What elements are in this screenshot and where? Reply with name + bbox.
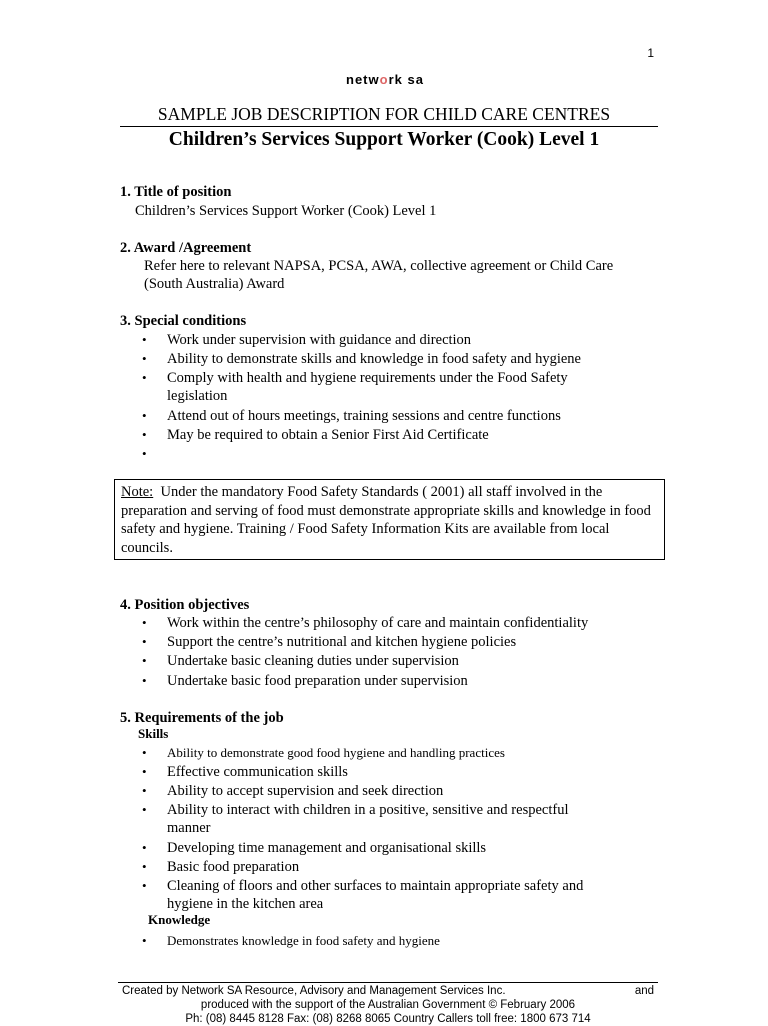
logo-text-o: o xyxy=(379,72,389,87)
list-item: • Ability to demonstrate good food hygiene and handling practices xyxy=(140,744,660,762)
section-1-text: Children’s Services Support Worker (Cook) Level 1 xyxy=(135,203,437,219)
list-item: • Ability to accept supervision and seek direction xyxy=(140,782,610,800)
section-2-line-2: (South Australia) Award xyxy=(144,276,285,292)
list-item: • Undertake basic food preparation under supervision xyxy=(140,672,660,690)
knowledge-list xyxy=(140,932,660,951)
list-item: • Ability to interact with children in a positive, sensitive and respectful manner xyxy=(140,801,610,837)
footer xyxy=(118,984,658,1026)
position-objectives-list xyxy=(140,614,660,691)
document-subtitle: Children’s Services Support Worker (Cook) Level 1 xyxy=(168,129,600,150)
logo-text-post: rk sa xyxy=(388,72,424,87)
section-1-heading: 1. Title of position xyxy=(120,184,232,200)
special-conditions-list xyxy=(140,331,610,464)
page-number: 1 xyxy=(647,46,654,60)
list-item: • Cleaning of floors and other surfaces to maintain appropriate safety and hygiene in the kitchen area xyxy=(140,877,610,913)
section-3-heading: 3. Special conditions xyxy=(120,313,247,329)
list-item: • Demonstrates knowledge in food safety and hygiene xyxy=(140,932,660,950)
skills-list xyxy=(140,763,610,914)
list-item: • Basic food preparation xyxy=(140,858,610,876)
list-item: • Work within the centre’s philosophy of care and maintain confidentiality xyxy=(140,614,660,632)
list-item: • May be required to obtain a Senior First Aid Certificate xyxy=(140,426,610,444)
list-item: • Effective communication skills xyxy=(140,763,610,781)
list-item-empty xyxy=(140,445,610,463)
list-item: • Attend out of hours meetings, training sessions and centre functions xyxy=(140,407,610,425)
list-item: • Work under supervision with guidance and direction xyxy=(140,331,610,349)
logo-text-pre: netw xyxy=(346,72,380,87)
footer-divider xyxy=(118,982,658,983)
list-item: • Comply with health and hygiene requirements under the Food Safety legislation xyxy=(140,369,610,405)
note-text: Under the mandatory Food Safety Standards ( 2001) all staff involved in the preparation and serving of food must demonstrate appropriate skills and knowledge in food safety and hygiene. Training / Food Safety Information Kits are available from local councils. xyxy=(121,484,655,556)
section-4-heading: 4. Position objectives xyxy=(120,597,250,613)
knowledge-heading: Knowledge xyxy=(148,912,211,927)
footer-line-1-left: Created by Network SA Resource, Advisory and Management Services Inc. xyxy=(122,985,506,997)
section-2-line-1: Refer here to relevant NAPSA, PCSA, AWA, collective agreement or Child Care xyxy=(144,258,614,274)
section-5-heading: 5. Requirements of the job xyxy=(120,710,284,726)
list-item: • Ability to demonstrate skills and knowledge in food safety and hygiene xyxy=(140,350,610,368)
footer-line-3: Ph: (08) 8445 8128 Fax: (08) 8268 8065 Country Callers toll free: 1800 673 714 xyxy=(185,1013,591,1025)
list-item: • Undertake basic cleaning duties under supervision xyxy=(140,652,660,670)
list-item: • Support the centre’s nutritional and kitchen hygiene policies xyxy=(140,633,660,651)
skills-heading: Skills xyxy=(138,726,169,741)
note-box xyxy=(114,479,665,560)
skills-list-first xyxy=(140,744,660,763)
footer-line-1-right: and xyxy=(634,985,654,997)
section-2-heading: 2. Award /Agreement xyxy=(120,240,252,256)
network-sa-logo xyxy=(346,72,424,87)
list-item: • Developing time management and organisational skills xyxy=(140,839,610,857)
document-title: SAMPLE JOB DESCRIPTION FOR CHILD CARE CENTRES xyxy=(157,104,611,124)
note-label: Note: xyxy=(121,484,154,500)
footer-line-2: produced with the support of the Australian Government © February 2006 xyxy=(200,999,576,1011)
title-divider xyxy=(120,126,658,127)
